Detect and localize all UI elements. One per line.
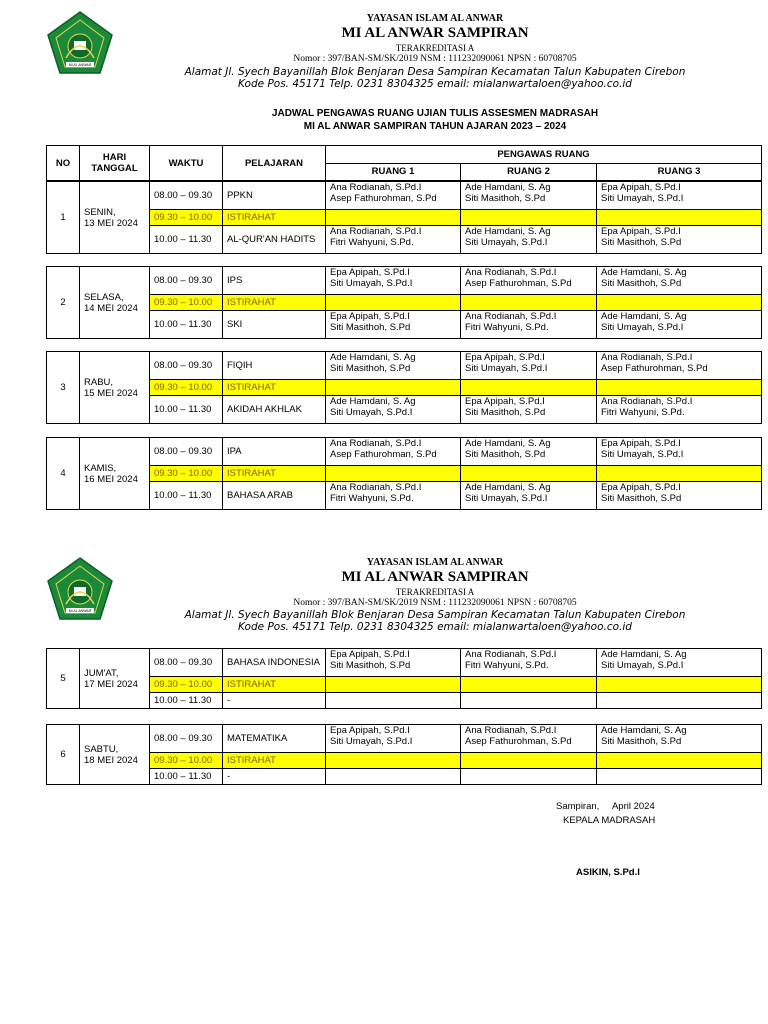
proctor-room1: Ana Rodianah, S.Pd.I Fitri Wahyuni, S.Pd. xyxy=(326,482,461,510)
registration-number: Nomor : 397/BAN-SM/SK/2019 NSM : 111232090061 NPSN : 60708705 xyxy=(293,54,577,64)
subject: PPKN xyxy=(223,182,326,210)
proctor-room1 xyxy=(326,769,461,785)
school-name: MI AL ANWAR SAMPIRAN xyxy=(341,25,529,41)
break-label: ISTIRAHAT xyxy=(223,677,326,693)
proctor-room3: Ade Hamdani, S. Ag Siti Masithoh, S.Pd xyxy=(597,267,762,295)
proctor-room2 xyxy=(461,693,597,709)
proctor-room3: Ana Rodianah, S.Pd.I Fitri Wahyuni, S.Pd. xyxy=(597,396,762,424)
proctor-room1: Ade Hamdani, S. Ag Siti Masithoh, S.Pd xyxy=(326,352,461,380)
time-slot: 08.00 – 09.30 xyxy=(150,438,223,466)
col-ruang-1: RUANG 1 xyxy=(326,163,461,181)
proctor-room3: Epa Apipah, S.Pd.I Siti Umayah, S.Pd.I xyxy=(597,182,762,210)
day-number: 4 xyxy=(47,438,80,510)
break-label: ISTIRAHAT xyxy=(223,380,326,396)
col-hari-tanggal: HARI TANGGAL xyxy=(80,146,150,181)
day-number: 6 xyxy=(47,725,80,785)
proctor-room2: Ana Rodianah, S.Pd.I Asep Fathurohman, S.Pd xyxy=(461,267,597,295)
break-time: 09.30 – 10.00 xyxy=(150,753,223,769)
day-date: KAMIS, 16 MEI 2024 xyxy=(80,438,150,510)
col-ruang-2: RUANG 2 xyxy=(461,163,597,181)
time-slot: 08.00 – 09.30 xyxy=(150,725,223,753)
proctor-room2: Ana Rodianah, S.Pd.I Fitri Wahyuni, S.Pd. xyxy=(461,649,597,677)
proctor-room1 xyxy=(326,693,461,709)
day-block xyxy=(46,648,762,709)
day-block xyxy=(46,181,762,254)
school-logo-icon xyxy=(46,10,114,78)
time-slot: 10.00 – 11.30 xyxy=(150,693,223,709)
break-room1 xyxy=(326,466,461,482)
break-label: ISTIRAHAT xyxy=(223,295,326,311)
break-time: 09.30 – 10.00 xyxy=(150,295,223,311)
break-time: 09.30 – 10.00 xyxy=(150,210,223,226)
yayasan-name: YAYASAN ISLAM AL ANWAR xyxy=(366,557,504,568)
break-time: 09.30 – 10.00 xyxy=(150,677,223,693)
break-room3 xyxy=(597,466,762,482)
address: Alamat Jl. Syech Bayanillah Blok Benjaran Desa Sampiran Kecamatan Talun Kabupaten Cirebon xyxy=(184,66,686,78)
break-room3 xyxy=(597,677,762,693)
proctor-room2: Ade Hamdani, S. Ag Siti Umayah, S.Pd.I xyxy=(461,482,597,510)
time-slot: 10.00 – 11.30 xyxy=(150,769,223,785)
proctor-room3 xyxy=(597,693,762,709)
proctor-room1: Ana Rodianah, S.Pd.I Asep Fathurohman, S.Pd xyxy=(326,438,461,466)
day-block xyxy=(46,266,762,339)
subject: AL-QUR'AN HADITS xyxy=(223,226,326,254)
contact-info: Kode Pos. 45171 Telp. 0231 8304325 email: mialanwartaloen@yahoo.co.id xyxy=(238,621,632,633)
schedule-header-table xyxy=(46,145,762,181)
day-number: 1 xyxy=(47,182,80,254)
col-pelajaran: PELAJARAN xyxy=(223,146,326,181)
svg-text:MI AL ANWAR: MI AL ANWAR xyxy=(68,609,92,613)
time-slot: 08.00 – 09.30 xyxy=(150,649,223,677)
day-block xyxy=(46,351,762,424)
day-number: 3 xyxy=(47,352,80,424)
svg-text:MI AL ANWAR: MI AL ANWAR xyxy=(68,63,92,67)
proctor-room3: Ana Rodianah, S.Pd.I Asep Fathurohman, S.Pd xyxy=(597,352,762,380)
accreditation: TERAKREDITASI A xyxy=(395,43,475,53)
proctor-room2: Ana Rodianah, S.Pd.I Fitri Wahyuni, S.Pd. xyxy=(461,311,597,339)
proctor-room1: Epa Apipah, S.Pd.I Siti Umayah, S.Pd.I xyxy=(326,267,461,295)
schedule-title-line2: MI AL ANWAR SAMPIRAN TAHUN AJARAN 2023 – 2024 xyxy=(303,121,567,132)
proctor-room3: Epa Apipah, S.Pd.I Siti Umayah, S.Pd.I xyxy=(597,438,762,466)
time-slot: 10.00 – 11.30 xyxy=(150,482,223,510)
time-slot: 10.00 – 11.30 xyxy=(150,226,223,254)
break-room3 xyxy=(597,380,762,396)
subject: FIQIH xyxy=(223,352,326,380)
schedule-title-line1: JADWAL PENGAWAS RUANG UJIAN TULIS ASSESMEN MADRASAH xyxy=(271,108,599,119)
registration-number: Nomor : 397/BAN-SM/SK/2019 NSM : 111232090061 NPSN : 60708705 xyxy=(293,598,577,608)
col-ruang-3: RUANG 3 xyxy=(597,163,762,181)
yayasan-name: YAYASAN ISLAM AL ANWAR xyxy=(366,13,504,24)
day-date: SENIN, 13 MEI 2024 xyxy=(80,182,150,254)
subject: IPS xyxy=(223,267,326,295)
break-room1 xyxy=(326,295,461,311)
time-slot: 08.00 – 09.30 xyxy=(150,267,223,295)
proctor-room3: Ade Hamdani, S. Ag Siti Umayah, S.Pd.I xyxy=(597,649,762,677)
proctor-room2: Epa Apipah, S.Pd.I Siti Masithoh, S.Pd xyxy=(461,396,597,424)
subject: SKI xyxy=(223,311,326,339)
contact-info: Kode Pos. 45171 Telp. 0231 8304325 email: mialanwartaloen@yahoo.co.id xyxy=(238,78,632,90)
break-room3 xyxy=(597,295,762,311)
break-time: 09.30 – 10.00 xyxy=(150,380,223,396)
proctor-room2: Ana Rodianah, S.Pd.I Asep Fathurohman, S.Pd xyxy=(461,725,597,753)
address: Alamat Jl. Syech Bayanillah Blok Benjaran Desa Sampiran Kecamatan Talun Kabupaten Cirebon xyxy=(184,609,686,621)
day-date: SELASA, 14 MEI 2024 xyxy=(80,267,150,339)
day-number: 2 xyxy=(47,267,80,339)
break-label: ISTIRAHAT xyxy=(223,210,326,226)
subject: BAHASA INDONESIA xyxy=(223,649,326,677)
break-room2 xyxy=(461,677,597,693)
proctor-room1: Ana Rodianah, S.Pd.I Asep Fathurohman, S.Pd xyxy=(326,182,461,210)
day-date: JUM'AT, 17 MEI 2024 xyxy=(80,649,150,709)
proctor-room1: Ana Rodianah, S.Pd.I Fitri Wahyuni, S.Pd. xyxy=(326,226,461,254)
break-room3 xyxy=(597,753,762,769)
school-name: MI AL ANWAR SAMPIRAN xyxy=(341,569,529,585)
proctor-room1: Epa Apipah, S.Pd.I Siti Umayah, S.Pd.I xyxy=(326,725,461,753)
proctor-room3: Ade Hamdani, S. Ag Siti Umayah, S.Pd.I xyxy=(597,311,762,339)
break-room1 xyxy=(326,677,461,693)
proctor-room1: Ade Hamdani, S. Ag Siti Umayah, S.Pd.I xyxy=(326,396,461,424)
proctor-room2 xyxy=(461,769,597,785)
proctor-room2: Ade Hamdani, S. Ag Siti Masithoh, S.Pd xyxy=(461,438,597,466)
proctor-room1: Epa Apipah, S.Pd.I Siti Masithoh, S.Pd xyxy=(326,311,461,339)
time-slot: 10.00 – 11.30 xyxy=(150,396,223,424)
break-room2 xyxy=(461,295,597,311)
break-room1 xyxy=(326,210,461,226)
day-number: 5 xyxy=(47,649,80,709)
break-label: ISTIRAHAT xyxy=(223,466,326,482)
subject: IPA xyxy=(223,438,326,466)
school-logo-icon xyxy=(46,556,114,624)
break-room1 xyxy=(326,753,461,769)
proctor-room3: Epa Apipah, S.Pd.I Siti Masithoh, S.Pd xyxy=(597,482,762,510)
time-slot: 08.00 – 09.30 xyxy=(150,352,223,380)
proctor-room1: Epa Apipah, S.Pd.I Siti Masithoh, S.Pd xyxy=(326,649,461,677)
proctor-room2: Epa Apipah, S.Pd.I Siti Umayah, S.Pd.I xyxy=(461,352,597,380)
day-block xyxy=(46,724,762,785)
time-slot: 10.00 – 11.30 xyxy=(150,311,223,339)
subject: BAHASA ARAB xyxy=(223,482,326,510)
subject: - xyxy=(223,693,326,709)
break-room3 xyxy=(597,210,762,226)
subject: MATEMATIKA xyxy=(223,725,326,753)
time-slot: 08.00 – 09.30 xyxy=(150,182,223,210)
proctor-room3: Ade Hamdani, S. Ag Siti Masithoh, S.Pd xyxy=(597,725,762,753)
subject: - xyxy=(223,769,326,785)
break-time: 09.30 – 10.00 xyxy=(150,466,223,482)
day-block xyxy=(46,437,762,510)
signature-place-date: Sampiran, April 2024 xyxy=(556,801,655,812)
signature-position: KEPALA MADRASAH xyxy=(563,815,656,826)
proctor-room3 xyxy=(597,769,762,785)
break-label: ISTIRAHAT xyxy=(223,753,326,769)
col-no: NO xyxy=(47,146,80,181)
day-date: SABTU, 18 MEI 2024 xyxy=(80,725,150,785)
col-waktu: WAKTU xyxy=(150,146,223,181)
day-date: RABU, 15 MEI 2024 xyxy=(80,352,150,424)
break-room2 xyxy=(461,380,597,396)
subject: AKIDAH AKHLAK xyxy=(223,396,326,424)
signature-name: ASIKIN, S.Pd.I xyxy=(576,867,640,878)
break-room2 xyxy=(461,210,597,226)
proctor-room2: Ade Hamdani, S. Ag Siti Masithoh, S.Pd xyxy=(461,182,597,210)
accreditation: TERAKREDITASI A xyxy=(395,587,475,597)
col-pengawas-ruang: PENGAWAS RUANG xyxy=(326,146,762,164)
break-room2 xyxy=(461,466,597,482)
break-room2 xyxy=(461,753,597,769)
break-room1 xyxy=(326,380,461,396)
proctor-room2: Ade Hamdani, S. Ag Siti Umayah, S.Pd.I xyxy=(461,226,597,254)
proctor-room3: Epa Apipah, S.Pd.I Siti Masithoh, S.Pd xyxy=(597,226,762,254)
